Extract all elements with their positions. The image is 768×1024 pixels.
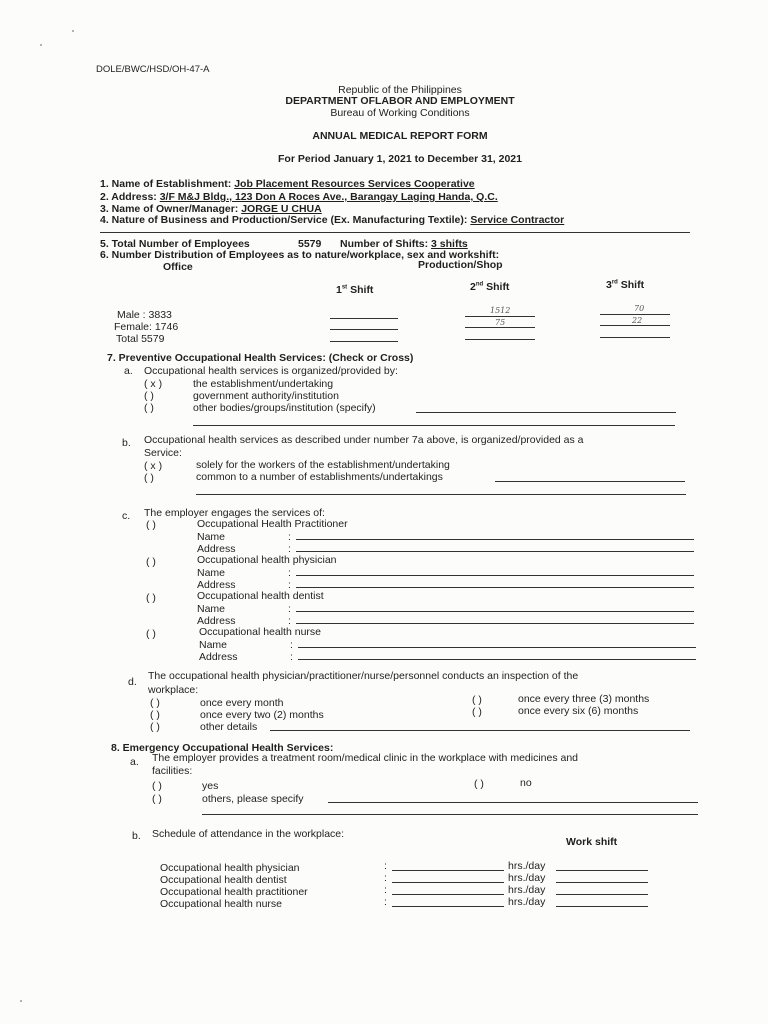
hours-unit: hrs./day <box>508 884 546 896</box>
checkbox-three-months[interactable]: ( ) <box>472 694 482 706</box>
section7d-text: The occupational health physician/practitioner/nurse/personnel conducts an inspection of the <box>148 670 579 682</box>
nurse-title: Occupational health nurse <box>199 626 321 638</box>
shift3-male-blank[interactable] <box>600 314 670 315</box>
checkbox-solely[interactable]: ( x ) <box>144 460 163 472</box>
other-details-blank[interactable] <box>270 730 690 731</box>
shift2-male-value: 1512 <box>490 306 511 315</box>
nurse-name-field[interactable] <box>298 647 696 648</box>
shift3-total-blank[interactable] <box>600 337 670 338</box>
colon: : <box>290 639 293 651</box>
header-bureau: Bureau of Working Conditions <box>330 107 470 119</box>
nature-label: 4. Nature of Business and Production/Service (Ex. Manufacturing Textile): <box>100 214 468 226</box>
nurse-address-label: Address <box>199 651 238 663</box>
checkbox-two-months[interactable]: ( ) <box>150 709 160 721</box>
dentist-shift-field[interactable] <box>556 882 648 883</box>
header-republic: Republic of the Philippines <box>338 84 462 96</box>
address-row <box>100 191 498 203</box>
shift1-female-blank[interactable] <box>330 329 398 330</box>
checkbox-establishment[interactable]: ( x ) <box>144 378 163 390</box>
section7c-text: The employer engages the services of: <box>144 507 325 519</box>
checkbox-six-months[interactable]: ( ) <box>472 706 482 718</box>
colon: : <box>288 579 291 591</box>
section7-title: 7. Preventive Occupational Health Services: (Check or Cross) <box>107 352 414 364</box>
section8a-label: a. <box>130 756 139 768</box>
dentist-name-label: Name <box>197 603 226 615</box>
checkbox-no[interactable]: ( ) <box>474 778 484 790</box>
option-establishment: the establishment/undertaking <box>193 378 334 390</box>
colon: : <box>288 567 291 579</box>
practitioner-address-label: Address <box>197 543 236 555</box>
section8b-text: Schedule of attendance in the workplace: <box>152 828 345 840</box>
male-count: Male : 3833 <box>117 309 172 321</box>
colon: : <box>384 896 387 908</box>
total-count: Total 5579 <box>116 333 165 345</box>
option-no: no <box>520 777 532 789</box>
shift3-female-value: 22 <box>632 316 643 325</box>
physician-hours-field[interactable] <box>392 870 504 871</box>
physician-address-label: Address <box>197 579 236 591</box>
colon: : <box>384 884 387 896</box>
hours-unit: hrs./day <box>508 872 546 884</box>
shift2-heading: 2nd Shift <box>470 281 510 293</box>
dentist-address-label: Address <box>197 615 236 627</box>
form-code: DOLE/BWC/HSD/OH-47-A <box>96 64 210 75</box>
checkbox-common[interactable]: ( ) <box>144 472 154 484</box>
colon: : <box>290 651 293 663</box>
physician-title: Occupational health physician <box>197 554 337 566</box>
section7b-text: Occupational health services as described under number 7a above, is organized/provided as a <box>144 434 584 446</box>
establishment-value: Job Placement Resources Services Cooperative <box>234 178 475 190</box>
checkbox-other-details[interactable]: ( ) <box>150 721 160 733</box>
option-six-months: once every six (6) months <box>518 705 639 717</box>
colon: : <box>384 860 387 872</box>
address-label: 2. Address: <box>100 191 157 203</box>
checkbox-nurse[interactable]: ( ) <box>146 628 156 640</box>
option-government: government authority/institution <box>193 390 339 402</box>
shift2-female-value: 75 <box>495 318 506 327</box>
checkbox-dentist[interactable]: ( ) <box>146 592 156 604</box>
dentist-address-field[interactable] <box>296 623 694 624</box>
section7b-label: b. <box>122 437 131 449</box>
shift3-male-value: 70 <box>634 304 645 313</box>
section7d-text2: workplace: <box>148 684 199 696</box>
production-heading: Production/Shop <box>418 259 503 271</box>
header-department: DEPARTMENT OFLABOR AND EMPLOYMENT <box>285 95 515 107</box>
common-blank-2[interactable] <box>196 494 686 495</box>
form-title: ANNUAL MEDICAL REPORT FORM <box>312 130 488 142</box>
colon: : <box>384 872 387 884</box>
practitioner-address-field[interactable] <box>296 551 694 552</box>
shifts-label: Number of Shifts: <box>340 238 429 250</box>
option-others: others, please specify <box>202 793 304 805</box>
work-shift-heading: Work shift <box>566 836 618 848</box>
section8a-text2: facilities: <box>152 765 193 777</box>
owner-label: 3. Name of Owner/Manager: <box>100 203 239 215</box>
common-blank[interactable] <box>495 481 685 482</box>
physician-name-label: Name <box>197 567 226 579</box>
colon: : <box>288 543 291 555</box>
practitioner-title: Occupational Health Practitioner <box>197 518 348 530</box>
option-yes: yes <box>202 780 219 792</box>
section8b-label: b. <box>132 830 141 842</box>
dentist-name-field[interactable] <box>296 611 694 612</box>
office-heading: Office <box>163 261 193 273</box>
checkbox-practitioner[interactable]: ( ) <box>146 519 156 531</box>
option-common: common to a number of establishments/undertakings <box>196 471 443 483</box>
nurse-hours-field[interactable] <box>392 906 504 907</box>
dentist-title: Occupational health dentist <box>197 590 324 602</box>
section8-title: 8. Emergency Occupational Health Services: <box>111 742 334 754</box>
shift2-total-blank[interactable] <box>465 339 535 340</box>
physician-address-field[interactable] <box>296 587 694 588</box>
shift3-female-blank[interactable] <box>600 325 670 326</box>
scan-speck <box>20 1000 22 1002</box>
shifts-value: 3 shifts <box>431 238 468 250</box>
practitioner-name-field[interactable] <box>296 539 694 540</box>
scan-speck <box>40 44 42 46</box>
checkbox-monthly[interactable]: ( ) <box>150 697 160 709</box>
section7b-text2: Service: <box>144 447 182 459</box>
schedule-nurse-label: Occupational health nurse <box>160 898 282 910</box>
section7d-label: d. <box>128 676 137 688</box>
other-bodies-blank[interactable] <box>416 412 676 413</box>
nature-row <box>100 214 564 226</box>
establishment-label: 1. Name of Establishment: <box>100 178 232 190</box>
checkbox-physician[interactable]: ( ) <box>146 556 156 568</box>
nature-value: Service Contractor <box>470 214 565 226</box>
option-three-months: once every three (3) months <box>518 693 650 705</box>
address-value: 3/F M&J Bldg., 123 Don A Roces Ave., Barangay Laging Handa, Q.C. <box>159 191 498 203</box>
shift2-male-blank[interactable] <box>465 316 535 317</box>
employees-value: 5579 <box>298 238 322 250</box>
practitioner-shift-field[interactable] <box>556 894 648 895</box>
colon: : <box>288 603 291 615</box>
option-other-details: other details <box>200 721 258 733</box>
checkbox-government[interactable]: ( ) <box>144 390 154 402</box>
checkbox-yes[interactable]: ( ) <box>152 780 162 792</box>
practitioner-hours-field[interactable] <box>392 894 504 895</box>
shift1-male-blank[interactable] <box>330 318 398 319</box>
nurse-address-field[interactable] <box>298 659 696 660</box>
shift1-heading: 1st Shift <box>336 284 374 296</box>
others-specify-blank[interactable] <box>328 802 698 803</box>
section7c-label: c. <box>122 510 131 522</box>
female-count: Female: 1746 <box>114 321 179 333</box>
distribution-label: 6. Number Distribution of Employees as to nature/workplace, sex and workshift: <box>100 249 500 261</box>
schedule-dentist-label: Occupational health dentist <box>160 874 287 886</box>
option-other-bodies: other bodies/groups/institution (specify) <box>193 402 376 414</box>
option-solely: solely for the workers of the establishment/undertaking <box>196 459 450 471</box>
schedule-practitioner-label: Occupational health practitioner <box>160 886 308 898</box>
shift1-total-blank[interactable] <box>330 341 398 342</box>
hours-unit: hrs./day <box>508 860 546 872</box>
nurse-shift-field[interactable] <box>556 906 648 907</box>
section7a-text: Occupational health services is organized/provided by: <box>144 365 398 377</box>
report-period: For Period January 1, 2021 to December 31, 2021 <box>278 153 522 165</box>
option-monthly: once every month <box>200 697 284 709</box>
owner-value: JORGE U CHUA <box>241 203 322 215</box>
nature-blank-line[interactable] <box>100 232 690 233</box>
dentist-hours-field[interactable] <box>392 882 504 883</box>
nurse-name-label: Name <box>199 639 228 651</box>
others-specify-blank-2[interactable] <box>202 814 698 815</box>
hours-unit: hrs./day <box>508 896 546 908</box>
section8a-text: The employer provides a treatment room/medical clinic in the workplace with medicines and <box>152 752 579 764</box>
establishment-row <box>100 178 475 190</box>
shift2-female-blank[interactable] <box>465 327 535 328</box>
other-bodies-blank-2[interactable] <box>193 425 675 426</box>
colon: : <box>288 531 291 543</box>
employees-label: 5. Total Number of Employees <box>100 238 250 250</box>
shift3-heading: 3rd Shift <box>606 279 645 291</box>
option-two-months: once every two (2) months <box>200 709 324 721</box>
checkbox-other-bodies[interactable]: ( ) <box>144 402 154 414</box>
schedule-physician-label: Occupational health physician <box>160 862 300 874</box>
physician-shift-field[interactable] <box>556 870 648 871</box>
section7a-label: a. <box>124 365 133 377</box>
colon: : <box>288 615 291 627</box>
scan-speck <box>72 30 74 32</box>
practitioner-name-label: Name <box>197 531 226 543</box>
physician-name-field[interactable] <box>296 575 694 576</box>
checkbox-others[interactable]: ( ) <box>152 793 162 805</box>
